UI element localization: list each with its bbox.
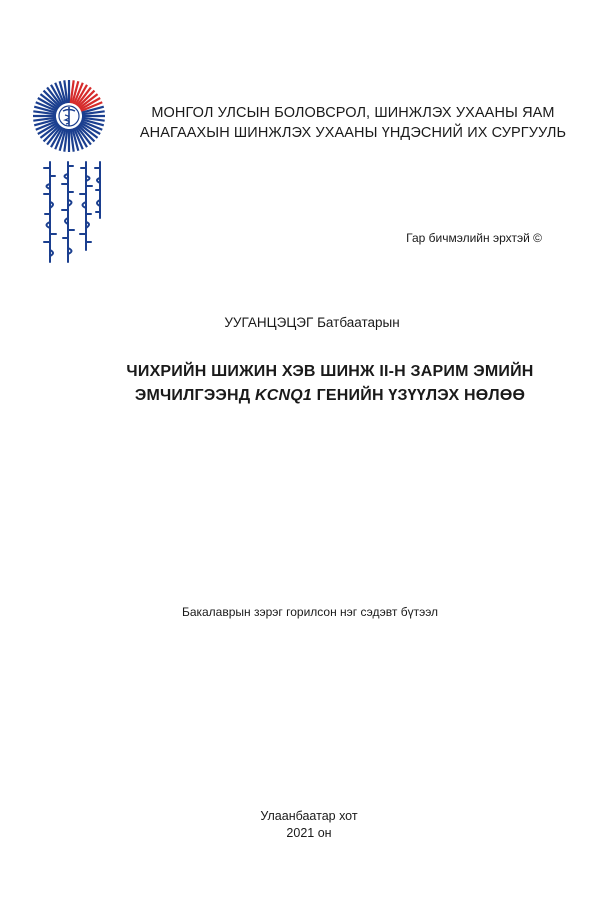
ministry-line-2: АНАГААХЫН ШИНЖЛЭХ УХААНЫ ҮНДЭСНИЙ ИХ СУРГУУЛЬ [139,125,567,141]
degree-statement: Бакалаврын зэрэг горилсон нэг сэдэвт бүтээл [181,605,439,619]
copyright-notice: Гар бичмэлийн эрхтэй © [406,231,542,245]
gene-name: KCNQ1 [255,387,313,404]
title-line-1: ЧИХРИЙН ШИЖИН ХЭВ ШИНЖ II-Н ЗАРИМ ЭМИЙН [126,363,534,380]
city: Улаанбаатар хот [260,809,358,823]
place-and-year [0,808,600,842]
mongolian-script-inscription [40,158,104,266]
ministry-heading [118,103,588,143]
author-name: УУГАНЦЭЦЭГ Батбаатарын [224,315,400,330]
title-line-2 [60,384,600,408]
thesis-title [60,360,600,408]
ministry-line-1: МОНГОЛ УЛСЫН БОЛОВСРОЛ, ШИНЖЛЭХ УХААНЫ ЯАМ [151,105,555,121]
title-line-2-prefix: ЭМЧИЛГЭЭНД [134,387,255,404]
year: 2021 он [286,826,332,840]
title-line-2-suffix: ГЕНИЙН ҮЗҮҮЛЭХ НӨЛӨӨ [312,387,526,404]
